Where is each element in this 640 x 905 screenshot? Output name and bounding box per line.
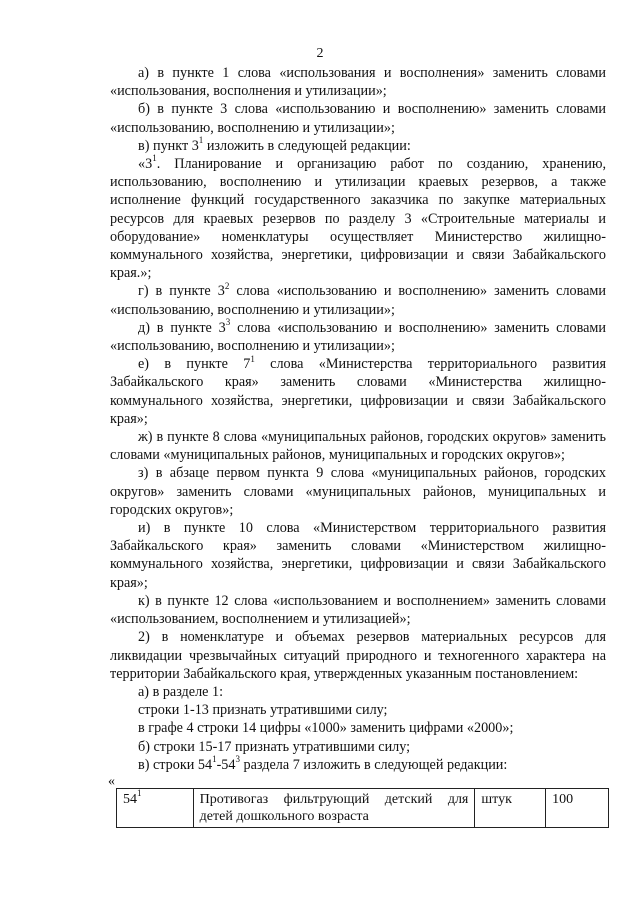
paragraph-section1: а) в разделе 1: — [138, 683, 224, 700]
paragraph-z: з) в абзаце первом пункта 9 слова «муниципальных районов, городских округов» заменить словами «муниципальных районов, муниципальных и городских округов»; — [110, 465, 606, 518]
quantity-cell: 100 — [546, 789, 609, 828]
document-body — [0, 64, 640, 774]
opening-quote: « — [108, 774, 115, 789]
paragraph-v: в) пункт $3^1$ изложить в следующей редакции: — [138, 135, 411, 154]
superscript: 3 — [225, 317, 231, 328]
superscript: 1 — [198, 135, 204, 146]
paragraph-column4: в графе 4 строки 14 цифры «1000» заменить цифрами «2000»; — [138, 720, 514, 737]
paragraph-rows-1-13: строки 1-13 признать утратившими силу; — [138, 702, 388, 719]
paragraph-a: а) в пункте 1 слова «использования и восполнения» заменить словами «использования, восполнения и утилизации»; — [110, 65, 606, 100]
paragraph-2: 2) в номенклатуре и объемах резервов материальных ресурсов для ликвидации чрезвычайных ситуаций природного и техногенного характера на территории Забайкальского края, утвержденных указанным постановлением: — [110, 629, 606, 682]
paragraph-e: е) в пункте $7^1$ слова «Министерства территориального развития Забайкальского края» заменить словами «Министерства жилищно-коммунального хозяйства, энергетики, цифровизации и связи Забайкальского края»; — [110, 353, 607, 427]
superscript: 1 — [152, 153, 157, 164]
row-number-cell: $54^1$ — [117, 789, 194, 828]
unit-cell: штук — [475, 789, 546, 828]
paragraph-quote-31: «$3^1$. Планирование и организацию работ по созданию, хранению, использованию, восполнению и утилизации краевых резервов, а также исполнение функций государственного заказчика по закупке материальных ресурсов для краевых резервов по разделу 3 «Строительные материалы и оборудование» номенклатуры осуществляет Министерство жилищно-коммунального хозяйства, энергетики, цифровизации и связи Забайкальского края.»; — [110, 153, 606, 282]
paragraph-d: д) в пункте $3^3$ слова «использованию и восполнению» заменить словами «использованию, восполнению и утилизации»; — [110, 317, 606, 355]
nomenclature-table — [116, 788, 609, 828]
superscript: 1 — [250, 353, 255, 364]
superscript: 2 — [224, 280, 230, 291]
paragraph-g: г) в пункте $3^2$ слова «использованию и восполнению» заменить словами «использованию, восполнению и утилизации»; — [110, 280, 607, 318]
paragraph-rows-54: в) строки $54^1-54^3$ раздела 7 изложить в следующей редакции: — [138, 753, 508, 773]
paragraph-i: и) в пункте 10 слова «Министерством территориального развития Забайкальского края» заменить словами «Министерством жилищно-коммунального хозяйства, энергетики, цифровизации и связи Забайкальского края»; — [110, 520, 606, 591]
superscript: 3 — [235, 753, 240, 764]
paragraph-k: к) в пункте 12 слова «использованием и восполнением» заменить словами «использованием, восполнением и утилизацией»; — [110, 592, 606, 628]
table-row — [117, 789, 609, 828]
item-name-cell: Противогаз фильтрующий детский для детей дошкольного возраста — [193, 789, 475, 828]
superscript: 1 — [137, 788, 142, 799]
paragraph-zh: ж) в пункте 8 слова «муниципальных районов, городских округов» заменить словами «муниципальных районов, муниципальных и городских округов»; — [110, 429, 606, 464]
page-number: 2 — [316, 46, 324, 61]
paragraph-rows-15-17: б) строки 15-17 признать утратившими силу; — [138, 738, 411, 755]
superscript: 1 — [212, 753, 217, 764]
paragraph-b: б) в пункте 3 слова «использованию и восполнению» заменить словами «использованию, восполнению и утилизации»; — [110, 101, 606, 136]
